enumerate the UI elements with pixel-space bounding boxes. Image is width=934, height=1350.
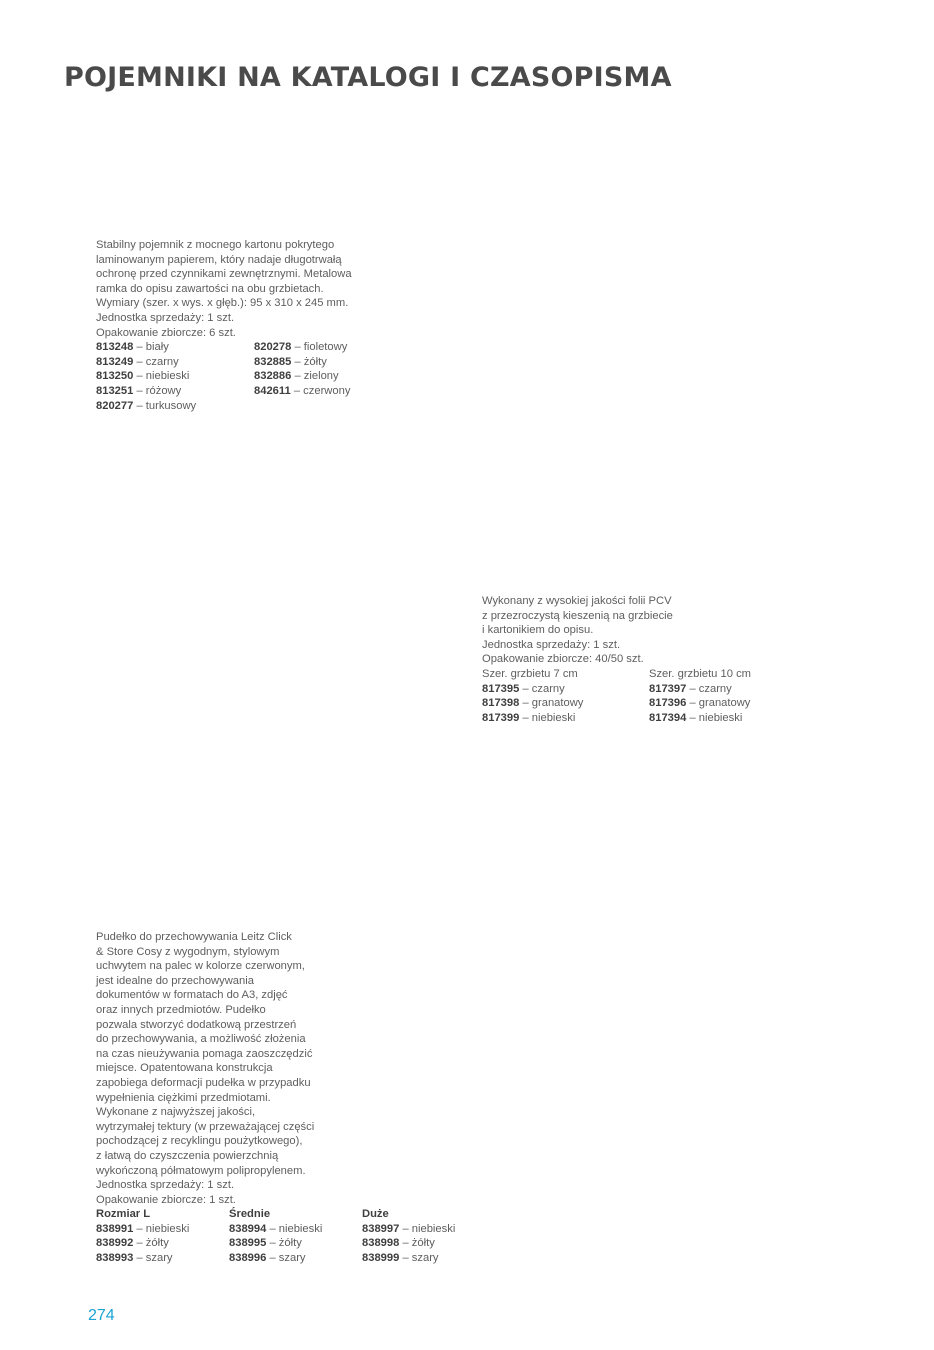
- description-line: miejsce. Opatentowana konstrukcja: [96, 1062, 273, 1075]
- product-code: 838995: [229, 1237, 267, 1250]
- color-label: – niebieski: [399, 1222, 456, 1235]
- variant-cell: [96, 384, 254, 399]
- color-label: – niebieski: [133, 1222, 190, 1235]
- variant-row: [96, 340, 396, 355]
- description-line: Jednostka sprzedaży: 1 szt.: [96, 311, 235, 324]
- color-label: – szary: [266, 1252, 306, 1265]
- description-line: Jednostka sprzedaży: 1 szt.: [96, 1179, 235, 1192]
- product-code: 838996: [229, 1252, 267, 1265]
- variant-row: [482, 696, 782, 711]
- product-code: 820277: [96, 399, 134, 412]
- product-code: 817397: [649, 682, 687, 695]
- variant-row: [96, 384, 396, 399]
- product-code: 813248: [96, 341, 134, 354]
- description-line: Wykonane z najwyższej jakości,: [96, 1106, 256, 1119]
- color-label: – czarny: [519, 682, 565, 695]
- description-line: ramka do opisu zawartości na obu grzbietach.: [96, 282, 324, 295]
- color-label: – czarny: [133, 355, 179, 368]
- product-code: 838991: [96, 1222, 134, 1235]
- product-code: 842611: [254, 384, 291, 397]
- variant-cell: [254, 355, 327, 370]
- variant-cell: [96, 1222, 229, 1237]
- color-label: – niebieski: [686, 711, 743, 724]
- color-label: – żółty: [399, 1237, 435, 1250]
- description-line: z łatwą do czyszczenia powierzchnią: [96, 1149, 279, 1162]
- product-code: 820278: [254, 341, 292, 354]
- description-line: Pudełko do przechowywania Leitz Click: [96, 931, 292, 943]
- column-header: Szer. grzbietu 10 cm: [649, 667, 751, 680]
- product-code: 832885: [254, 355, 292, 368]
- color-label: – żółty: [291, 355, 327, 368]
- product-description: [96, 238, 396, 340]
- product-code: 817395: [482, 682, 520, 695]
- description-line: do przechowywania, a możliwość złożenia: [96, 1033, 306, 1046]
- variant-row: [482, 711, 782, 726]
- product-block-binder: [482, 594, 782, 725]
- product-block-storage-box: [96, 930, 476, 1266]
- product-code: 838998: [362, 1237, 400, 1250]
- product-code: 813250: [96, 370, 134, 383]
- variant-cell: [362, 1222, 455, 1237]
- variant-row: [96, 355, 396, 370]
- product-code: 813251: [96, 384, 134, 397]
- variant-header-row: [96, 1207, 476, 1222]
- product-code: 813249: [96, 355, 134, 368]
- product-code: 832886: [254, 370, 292, 383]
- color-label: – granatowy: [519, 697, 584, 710]
- color-label: – zielony: [291, 370, 339, 383]
- description-line: wykończoną półmatowym polipropylenem.: [96, 1164, 306, 1177]
- variant-cell: [254, 384, 350, 399]
- description-line: ochronę przed czynnikami zewnętrznymi. Metalowa: [96, 268, 352, 281]
- column-header: Średnie: [229, 1208, 271, 1221]
- variant-row: [96, 369, 396, 384]
- variant-header-row: [482, 667, 782, 682]
- color-label: – granatowy: [686, 697, 751, 710]
- description-line: Opakowanie zbiorcze: 40/50 szt.: [482, 653, 644, 666]
- product-code: 817396: [649, 697, 687, 710]
- color-label: – różowy: [133, 384, 182, 397]
- color-label: – turkusowy: [133, 399, 197, 412]
- description-line: z przezroczystą kieszenią na grzbiecie: [482, 609, 673, 622]
- variant-row: [96, 1236, 476, 1251]
- description-line: Opakowanie zbiorcze: 1 szt.: [96, 1193, 236, 1206]
- color-label: – żółty: [133, 1237, 169, 1250]
- description-line: wytrzymałej tektury (w przeważającej części: [96, 1120, 315, 1133]
- product-code: 817398: [482, 697, 520, 710]
- description-line: jest idealne do przechowywania: [96, 974, 254, 987]
- variant-cell: [649, 682, 732, 697]
- variant-cell: [96, 1251, 229, 1266]
- description-line: dokumentów w formatach do A3, zdjęć: [96, 989, 288, 1002]
- variant-cell: [96, 369, 254, 384]
- variant-cell: [362, 1236, 435, 1251]
- description-line: Wymiary (szer. x wys. x głęb.): 95 x 310 x 245 mm.: [96, 297, 349, 310]
- product-code: 838997: [362, 1222, 400, 1235]
- description-line: i kartonikiem do opisu.: [482, 624, 594, 637]
- description-line: oraz innych przedmiotów. Pudełko: [96, 1003, 266, 1016]
- description-line: laminowanym papierem, który nadaje długotrwałą: [96, 253, 342, 266]
- description-line: Jednostka sprzedaży: 1 szt.: [482, 638, 621, 651]
- description-line: Opakowanie zbiorcze: 6 szt.: [96, 326, 236, 339]
- description-line: na czas nieużywania pomaga zaoszczędzić: [96, 1047, 313, 1060]
- color-label: – biały: [133, 341, 169, 354]
- color-label: – szary: [399, 1252, 439, 1265]
- variant-cell: [649, 696, 750, 711]
- variant-cell: [96, 355, 254, 370]
- variant-row: [482, 682, 782, 697]
- color-label: – niebieski: [519, 711, 576, 724]
- product-description: [482, 594, 782, 667]
- variant-cell: [254, 369, 339, 384]
- page-title: POJEMNIKI NA KATALOGI I CZASOPISMA: [64, 62, 672, 93]
- column-header: Duże: [362, 1208, 389, 1221]
- column-header: Rozmiar L: [96, 1208, 151, 1221]
- description-line: Stabilny pojemnik z mocnego kartonu pokrytego: [96, 239, 335, 251]
- product-code: 838994: [229, 1222, 267, 1235]
- description-line: & Store Cosy z wygodnym, stylowym: [96, 945, 280, 958]
- variant-cell: [649, 711, 742, 726]
- variant-cell: [362, 1251, 439, 1266]
- variant-cell: [229, 1222, 362, 1237]
- variant-cell: [482, 682, 649, 697]
- product-code: 817399: [482, 711, 520, 724]
- color-label: – niebieski: [133, 370, 190, 383]
- variant-cell: [229, 1236, 362, 1251]
- color-label: – czerwony: [290, 384, 351, 397]
- description-line: zapobiega deformacji pudełka w przypadku: [96, 1076, 311, 1089]
- color-label: – fioletowy: [291, 341, 348, 354]
- description-line: Wykonany z wysokiej jakości folii PCV: [482, 595, 672, 607]
- product-block-magazine-box: [96, 238, 396, 413]
- variant-cell: [96, 1236, 229, 1251]
- product-code: 838992: [96, 1237, 134, 1250]
- color-label: – niebieski: [266, 1222, 323, 1235]
- description-line: pochodzącej z recyklingu poużytkowego),: [96, 1135, 303, 1148]
- product-description: [96, 930, 476, 1207]
- description-line: uchwytem na palec w kolorze czerwonym,: [96, 960, 305, 973]
- variant-cell: [96, 399, 254, 414]
- column-header: Szer. grzbietu 7 cm: [482, 667, 578, 680]
- variant-row: [96, 1251, 476, 1266]
- variant-row: [96, 1222, 476, 1237]
- variant-cell: [482, 711, 649, 726]
- variant-row: [96, 399, 396, 414]
- color-label: – żółty: [266, 1237, 302, 1250]
- product-code: 817394: [649, 711, 687, 724]
- description-line: wypełnienia ciężkimi przedmiotami.: [96, 1091, 271, 1104]
- variant-cell: [96, 340, 254, 355]
- product-code: 838999: [362, 1252, 400, 1265]
- color-label: – szary: [133, 1252, 173, 1265]
- description-line: pozwala stworzyć dodatkową przestrzeń: [96, 1018, 297, 1031]
- variant-cell: [254, 340, 347, 355]
- color-label: – czarny: [686, 682, 732, 695]
- variant-cell: [482, 696, 649, 711]
- variant-cell: [229, 1251, 362, 1266]
- page-number: 274: [88, 1307, 115, 1324]
- product-code: 838993: [96, 1252, 134, 1265]
